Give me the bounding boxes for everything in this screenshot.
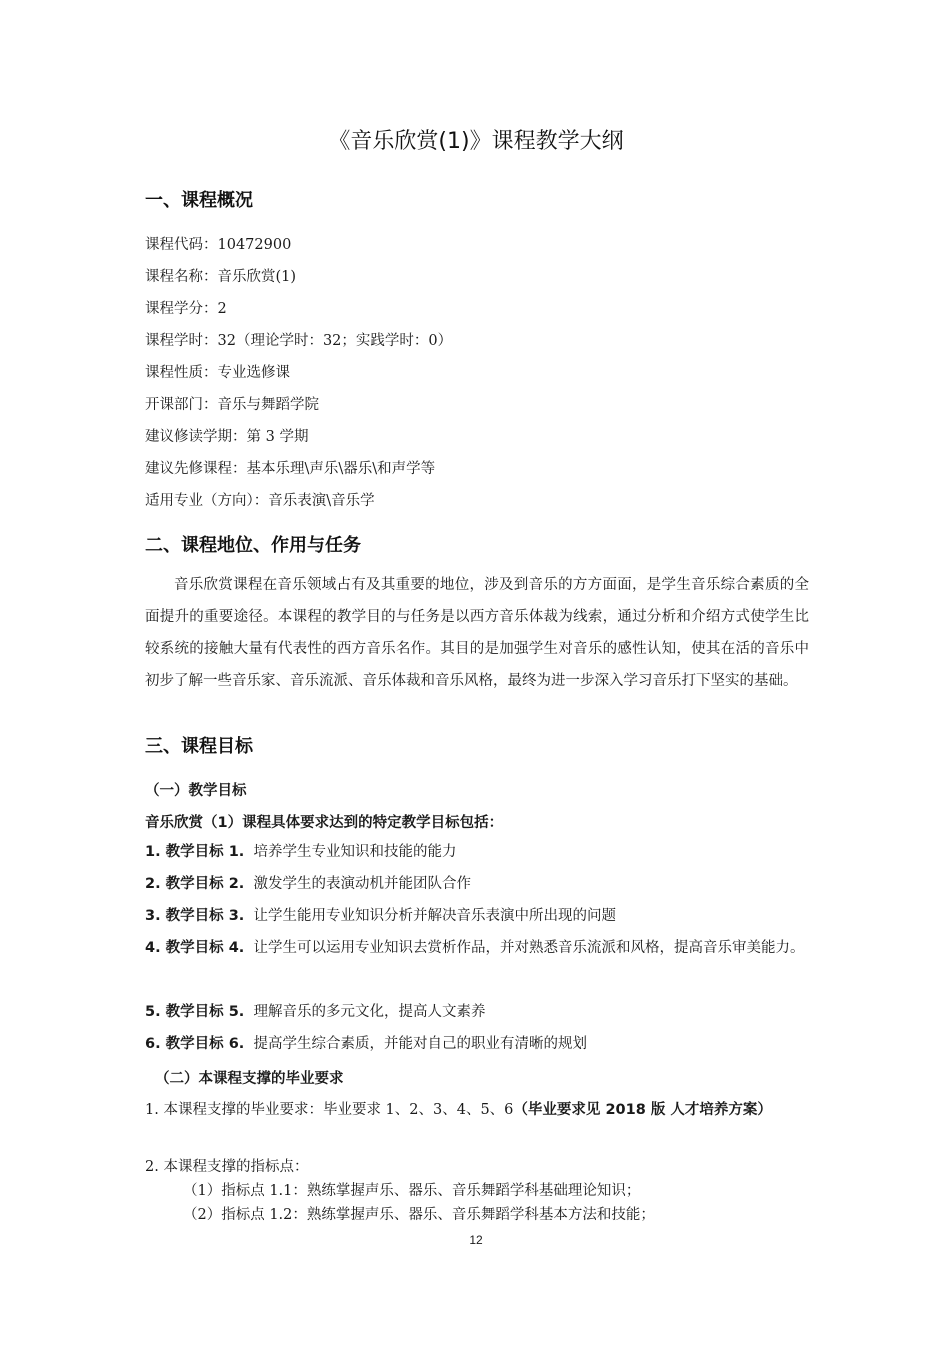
goal-item [145, 836, 809, 868]
goal-item [145, 900, 809, 932]
course-info-line: 课程性质：专业选修课 [145, 365, 290, 381]
goal-label: 6. 教学目标 6. [145, 1036, 245, 1052]
course-info-line: 课程代码：10472900 [145, 237, 292, 253]
subheading-teaching-goals: （一）教学目标 [145, 783, 247, 799]
indicator-point: （1）指标点 1.1：熟练掌握声乐、器乐、音乐舞蹈学科基础理论知识； [183, 1183, 641, 1199]
goal-label: 4. 教学目标 4. [145, 940, 245, 956]
goal-label: 2. 教学目标 2. [145, 876, 245, 892]
goal-item [145, 868, 809, 900]
goal-label: 5. 教学目标 5. [145, 1004, 245, 1020]
course-info-line: 课程学时：32（理论学时：32；实践学时：0） [145, 333, 453, 349]
indicator-intro: 2. 本课程支撑的指标点： [145, 1159, 309, 1175]
requirement-text: 1. 本课程支撑的毕业要求：毕业要求 1、2、3、4、5、6 [145, 1102, 514, 1118]
goal-text: 让学生可以运用专业知识去赏析作品，并对熟悉音乐流派和风格，提高音乐审美能力。 [253, 940, 805, 956]
course-info-line: 建议修读学期：第 3 学期 [145, 429, 309, 445]
goal-text: 培养学生专业知识和技能的能力 [253, 844, 457, 860]
goal-label: 3. 教学目标 3. [145, 908, 245, 924]
goal-item [145, 996, 809, 1028]
course-info-line: 开课部门：音乐与舞蹈学院 [145, 397, 319, 413]
section-heading-objectives: 三、课程目标 [145, 736, 253, 757]
role-paragraph: 音乐欣赏课程在音乐领域占有及其重要的地位，涉及到音乐的方方面面，是学生音乐综合素质的全面提升的重要途径。本课程的教学目的与任务是以西方音乐体裁为线索，通过分析和介绍方式使学生比较系统的接触大量有代表性的西方音乐名作。其目的是加强学生对音乐的感性认知，使其在活的音乐中初步了解一些音乐家、音乐流派、音乐体裁和音乐风格，最终为进一步深入学习音乐打下坚实的基础。 [145, 577, 809, 689]
course-info-line: 课程名称：音乐欣赏(1) [145, 269, 297, 285]
section-heading-overview: 一、课程概况 [145, 190, 253, 211]
requirement-note: （毕业要求见 2018 版 人才培养方案） [513, 1102, 772, 1118]
goal-text: 让学生能用专业知识分析并解决音乐表演中所出现的问题 [253, 908, 617, 924]
goal-text: 提高学生综合素质，并能对自己的职业有清晰的规划 [253, 1036, 588, 1052]
section-heading-role: 二、课程地位、作用与任务 [145, 535, 361, 556]
subheading-graduation-requirements: （二）本课程支撑的毕业要求 [155, 1071, 344, 1087]
course-info-line: 适用专业（方向）：音乐表演\音乐学 [145, 493, 375, 509]
page-number: 12 [469, 1233, 483, 1247]
course-info-line: 课程学分：2 [145, 301, 227, 317]
goal-item [145, 932, 809, 964]
goal-text: 理解音乐的多元文化，提高人文素养 [253, 1004, 486, 1020]
goal-item [145, 1028, 809, 1060]
indicator-point: （2）指标点 1.2：熟练掌握声乐、器乐、音乐舞蹈学科基本方法和技能； [183, 1207, 655, 1223]
page-title: 《音乐欣赏(1)》课程教学大纲 [328, 129, 624, 154]
goals-intro: 音乐欣赏（1）课程具体要求达到的特定教学目标包括： [145, 815, 504, 831]
goal-label: 1. 教学目标 1. [145, 844, 245, 860]
graduation-requirement-line [145, 1094, 809, 1126]
course-info-line: 建议先修课程：基本乐理\声乐\器乐\和声学等 [145, 461, 436, 477]
goal-text: 激发学生的表演动机并能团队合作 [253, 876, 472, 892]
